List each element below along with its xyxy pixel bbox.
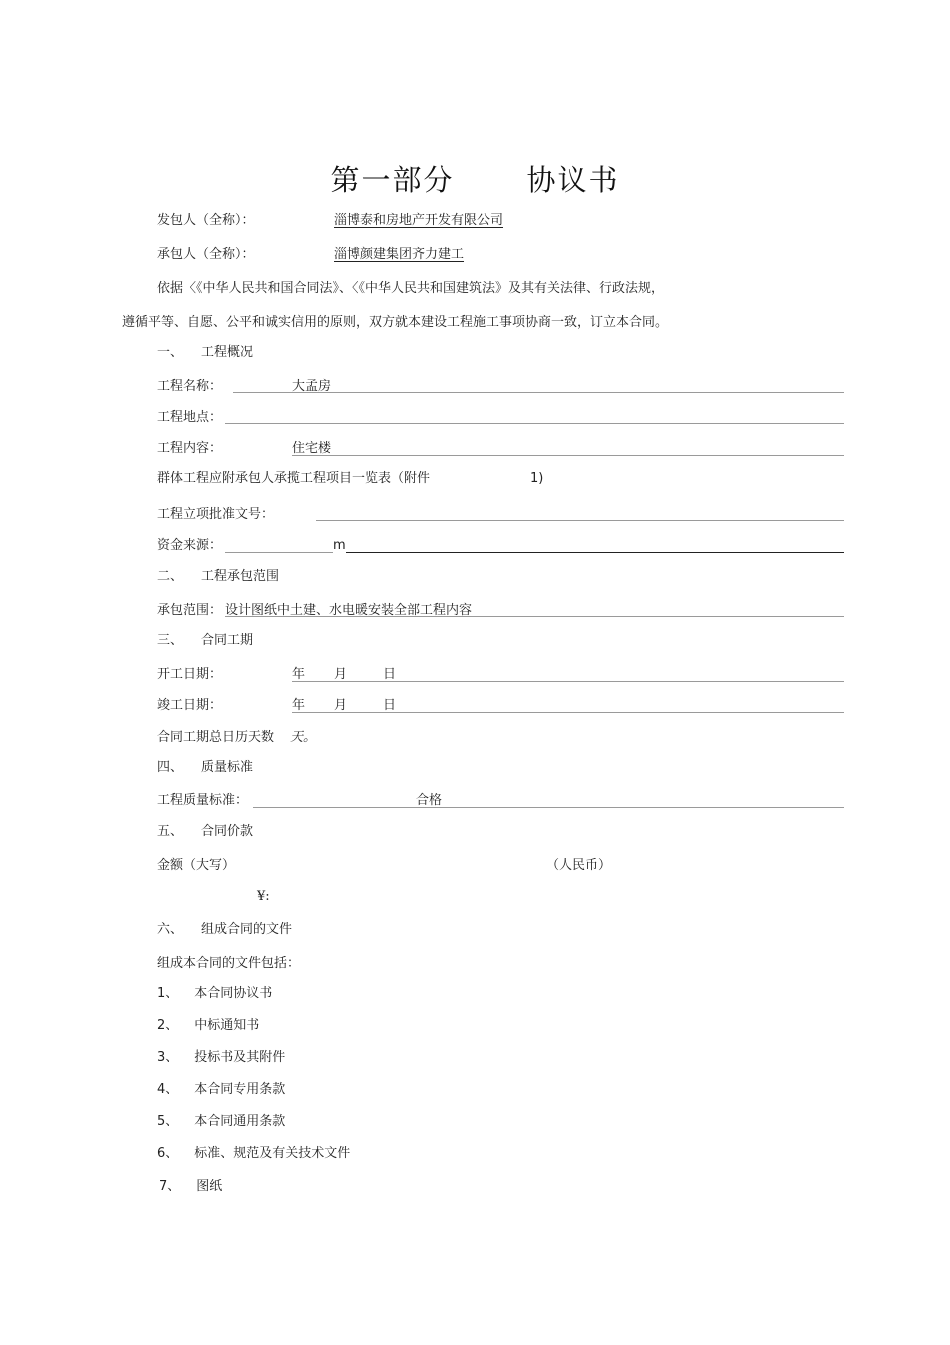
document-item-text: 图纸 — [196, 1179, 223, 1194]
group-project-note: 群体工程应附承包人承揽工程项目一览表（附件 — [157, 471, 431, 486]
amount-label: 金额（大写） — [157, 858, 236, 873]
document-item-number: 1、 — [157, 986, 179, 1001]
preamble-line-2: 遵循平等、自愿、公平和诚实信用的原则，双方就本建设工程施工事项协商一致，订立本合同。 — [122, 315, 669, 330]
quality-standard-line — [253, 807, 844, 808]
total-days-label: 合同工期总日历天数 — [157, 730, 275, 745]
document-item-number: 4、 — [157, 1082, 179, 1097]
document-item-text: 标准、规范及有关技术文件 — [194, 1146, 351, 1161]
approval-number-line — [316, 520, 844, 521]
document-item — [157, 1145, 350, 1163]
document-item-number: 2、 — [157, 1018, 179, 1033]
start-date-day: 日 — [383, 667, 397, 682]
document-item — [157, 1081, 285, 1099]
document-item-number: 7、 — [159, 1179, 181, 1194]
amount-currency: （人民币） — [546, 858, 612, 873]
approval-number-label: 工程立项批准文号： — [157, 507, 275, 522]
start-date-year: 年 — [292, 667, 306, 682]
section-1-number: 一、 — [157, 345, 184, 360]
project-location-label: 工程地点： — [157, 410, 223, 425]
section-3-heading — [157, 632, 253, 650]
section-4-title: 质量标准 — [201, 760, 254, 775]
section-5-heading — [157, 823, 253, 841]
section-6-title: 组成合同的文件 — [201, 922, 293, 937]
document-item-number: 6、 — [157, 1146, 179, 1161]
document-item — [157, 1017, 259, 1035]
document-item — [157, 1049, 285, 1067]
document-item-text: 投标书及其附件 — [194, 1050, 286, 1065]
page-title — [0, 158, 950, 199]
funding-source-line-short — [225, 552, 333, 553]
section-6-number: 六、 — [157, 922, 184, 937]
document-item — [157, 985, 272, 1003]
end-date-month: 月 — [334, 698, 348, 713]
section-6-heading — [157, 921, 292, 939]
section-1-title: 工程概况 — [201, 345, 254, 360]
contractor-value: 淄博颜建集团齐力建工 — [334, 247, 465, 262]
start-date-line — [292, 681, 844, 682]
document-item-text: 本合同协议书 — [194, 986, 273, 1001]
title-name: 协议书 — [526, 163, 620, 197]
document-item — [159, 1178, 222, 1196]
document-item-number: 5、 — [157, 1114, 179, 1129]
documents-intro: 组成本合同的文件包括： — [157, 956, 301, 971]
section-4-number: 四、 — [157, 760, 184, 775]
project-name-value: 大孟房 — [292, 379, 332, 394]
document-item-text: 中标通知书 — [194, 1018, 260, 1033]
funding-source-label: 资金来源： — [157, 538, 223, 553]
amount-yen: ¥: — [257, 889, 270, 904]
scope-value: 设计图纸中土建、水电暖安装全部工程内容 — [225, 603, 473, 618]
end-date-label: 竣工日期： — [157, 698, 223, 713]
funding-source-mark: m — [333, 538, 346, 553]
employer-value: 淄博泰和房地产开发有限公司 — [334, 213, 504, 228]
employer-label: 发包人（全称）： — [157, 213, 255, 228]
section-2-number: 二、 — [157, 569, 184, 584]
document-item-number: 3、 — [157, 1050, 179, 1065]
contractor-label: 承包人（全称）： — [157, 247, 255, 262]
section-4-heading — [157, 759, 253, 777]
funding-source-line — [346, 552, 844, 553]
quality-standard-label: 工程质量标准： — [157, 793, 249, 808]
document-item-text: 本合同专用条款 — [194, 1082, 286, 1097]
section-2-heading — [157, 568, 279, 586]
section-5-title: 合同价款 — [201, 824, 254, 839]
project-content-value: 住宅楼 — [292, 441, 332, 456]
preamble-line-1: 依据〈《中华人民共和国合同法》、〈《中华人民共和国建筑法》及其有关法律、行政法规， — [157, 281, 665, 296]
section-2-title: 工程承包范围 — [201, 569, 280, 584]
project-name-label: 工程名称： — [157, 379, 223, 394]
start-date-label: 开工日期： — [157, 667, 223, 682]
document-item — [157, 1113, 285, 1131]
group-project-note-number: 1) — [530, 471, 544, 486]
end-date-year: 年 — [292, 698, 306, 713]
project-content-line — [292, 455, 844, 456]
total-days-unit: 天。 — [290, 730, 317, 745]
end-date-day: 日 — [383, 698, 397, 713]
project-location-line — [225, 423, 844, 424]
section-1-heading — [157, 344, 253, 362]
start-date-month: 月 — [334, 667, 348, 682]
title-part: 第一部分 — [330, 163, 455, 197]
section-3-title: 合同工期 — [201, 633, 254, 648]
quality-standard-value: 合格 — [416, 793, 443, 808]
end-date-line — [292, 712, 844, 713]
section-5-number: 五、 — [157, 824, 184, 839]
project-content-label: 工程内容： — [157, 441, 223, 456]
section-3-number: 三、 — [157, 633, 184, 648]
scope-label: 承包范围： — [157, 603, 223, 618]
document-item-text: 本合同通用条款 — [194, 1114, 286, 1129]
